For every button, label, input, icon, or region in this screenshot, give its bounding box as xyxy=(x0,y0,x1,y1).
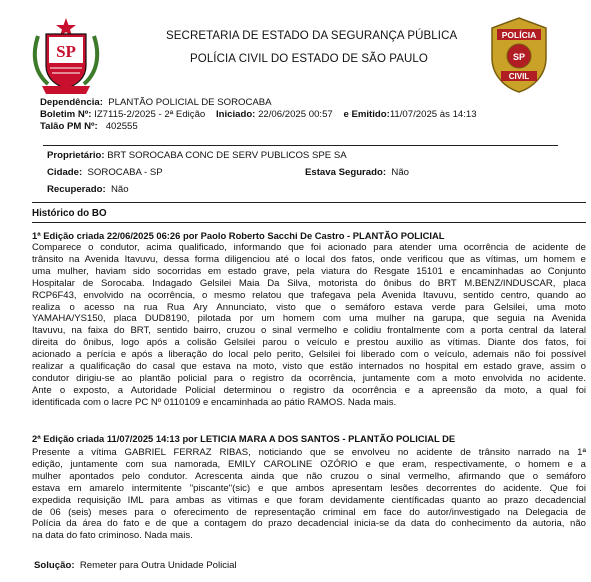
solucao-value: Remeter para Outra Unidade Policial xyxy=(79,560,237,571)
edition-2-text xyxy=(32,447,586,542)
paragraph-line: RCP6F43, envolvido na ocorrência, o mesmo relatou que trafegava pela Avenida Itavuvu, sentido centro, quando ao xyxy=(32,289,586,301)
paragraph-line: Ante o exposto, a Autoridade Policial determinou o registro da ocorrência e a apreensão da moto, a qual foi xyxy=(32,384,586,396)
talao-value: 402555 xyxy=(105,121,138,132)
paragraph-line: mulher apontados pelo condutor. Acrescenta ainda que não cruzou o sinal vermelho, afirmando que o semáforo xyxy=(32,470,586,482)
paragraph-line: direita do ônibus, logo após a colisão Gelsilei parou o veículo e prestou auxilio as vítimas. Diante dos fatos, foi xyxy=(32,337,586,349)
paragraph-line: estava em amarelo intermitente "piscante"(sic) e que ambos apresentam lesões decorrentes do acidente. Que foi xyxy=(32,482,586,494)
dependencia-row xyxy=(40,97,272,108)
badge-top-text: POLÍCIA xyxy=(501,30,537,40)
historico-title: Histórico do BO xyxy=(32,208,107,219)
emitido-label: e Emitido: xyxy=(343,109,390,120)
paragraph-line: Itavuvu, na faixa do BRT, sentido bairro, cruzou o sinal vermelho e colidiu frontalmente com a porta central da lateral xyxy=(32,325,586,337)
solucao-row xyxy=(34,560,237,571)
paragraph-line: edição, juntamente com sua namorada, EMILY CAROLINE OZÓRIO e que eram, respectivamente, o homem e a xyxy=(32,458,586,470)
paragraph-line: de 06 (seis) meses para o oferecimento de representação criminal em face do autor/investigado na Delegacia de xyxy=(32,506,586,518)
cidade-label: Cidade: xyxy=(47,167,83,178)
paragraph-line: na data do fato criminoso. Nada mais. xyxy=(32,530,193,542)
recuperado-label: Recuperado: xyxy=(47,184,106,195)
paragraph-line: Polícia da área do fato e de que a contagem do prazo decadencial inicia-se da data do conhecimento da autoria, não xyxy=(32,518,586,530)
dependencia-label: Dependência: xyxy=(40,97,103,108)
paragraph-line: trânsito na Avenida Itavuvu, dessa forma diligenciou até o local dos fatos, onde verificou que as vítimas, um homem e xyxy=(32,253,586,265)
paragraph-line: Presente a vítima GABRIEL FERRAZ RIBAS, noticiando que se envolveu no acidente de trânsito narrado na 1ª xyxy=(32,447,586,458)
iniciado-label: Iniciado: xyxy=(215,109,256,120)
edition-1-heading: 1ª Edição criada 22/06/2025 06:26 por Paolo Roberto Sacchi De Castro - PLANTÃO POLICIAL xyxy=(32,230,445,241)
header-line-1: SECRETARIA DE ESTADO DA SEGURANÇA PÚBLICA xyxy=(166,30,458,42)
solucao-label: Solução: xyxy=(34,560,75,571)
paragraph-line: Comparece o condutor, acima qualificado, informando que foi acionado para atender uma ocorrência de acidente de xyxy=(32,242,586,253)
cidade-value: SOROCABA - SP xyxy=(87,167,163,178)
paragraph-line: Hospitalar de Sorocaba. Indagado Gelsilei Maia Da Silva, motorista do ônibus do BRT M.BENZ/INDUSCAR, placa xyxy=(32,277,586,289)
badge-bottom-text: CIVIL xyxy=(508,72,530,81)
badge-sp-text: SP xyxy=(512,52,526,62)
talao-row xyxy=(40,121,138,132)
edition-1-text xyxy=(32,242,586,409)
boletim-value: IZ7115-2/2025 - 2ª Edição xyxy=(94,109,206,120)
cidade-row xyxy=(47,167,163,178)
recuperado-row xyxy=(47,184,129,195)
emitido-value: 11/07/2025 às 14:13 xyxy=(389,109,477,120)
segurado-value: Não xyxy=(391,167,409,178)
policia-civil-badge-icon xyxy=(488,16,550,94)
divider-historico xyxy=(32,222,586,223)
sp-emblem-letters: SP xyxy=(56,42,76,61)
sp-coat-of-arms-icon xyxy=(30,16,102,96)
recuperado-value: Não xyxy=(110,184,129,195)
header-line-2: POLÍCIA CIVIL DO ESTADO DE SÃO PAULO xyxy=(190,53,428,65)
segurado-label: Estava Segurado: xyxy=(305,167,387,178)
paragraph-line: YAMAHA/YS150, placa DUD8190, pilotada por um homem com uma mulher na garupa, que seguia na Avenida xyxy=(32,313,586,325)
paragraph-line: realiza o acesso na rua Rua Ary Annunciato, visto que o semáforo estava verde para Gelsilei, uma moto xyxy=(32,301,586,313)
divider-mid xyxy=(32,202,586,203)
paragraph-line: identificada com o lacre PC Nº 0110109 e encaminhada ao pátio RAMOS. Nada mais. xyxy=(32,396,397,408)
paragraph-line: realizar a qualificação do casal que estava na moto, visto que estão internados no hospital em estado grave, assim o xyxy=(32,361,586,373)
paragraph-line: uma mulher, haviam sido socorridas em estado grave, pela viatura do Resgate 15101 e encaminhadas ao Conjunto xyxy=(32,265,586,277)
boletim-label: Boletim Nº: xyxy=(40,109,92,120)
proprietario-row xyxy=(47,150,347,161)
paragraph-line: expedida requisição IML para ambas as vitimas e que foram devidamente científicadas quanto ao prazo decadencial xyxy=(32,494,586,506)
proprietario-value: BRT SOROCABA CONC DE SERV PUBLICOS SPE SA xyxy=(107,150,347,161)
dependencia-value: PLANTÃO POLICIAL DE SOROCABA xyxy=(108,97,272,108)
talao-label: Talão PM Nº: xyxy=(40,121,98,132)
paragraph-line: condutor dirigiu-se ao plantão policial para o registro da ocorrência, juntamente com a moto envolvida no acidente. xyxy=(32,372,586,384)
paragraph-line: acionado a perícia e após a liberação do local pelo perito, Gelsilei foi liberado com o veículo, ademais não foi possível xyxy=(32,349,586,361)
segurado-row xyxy=(305,167,409,178)
divider-top xyxy=(43,145,558,146)
proprietario-label: Proprietário: xyxy=(47,150,105,161)
boletim-row xyxy=(40,109,477,120)
edition-2-heading: 2ª Edição criada 11/07/2025 14:13 por LETICIA MARA A DOS SANTOS - PLANTÃO POLICIAL DE xyxy=(32,433,456,444)
iniciado-value: 22/06/2025 00:57 xyxy=(258,109,333,120)
